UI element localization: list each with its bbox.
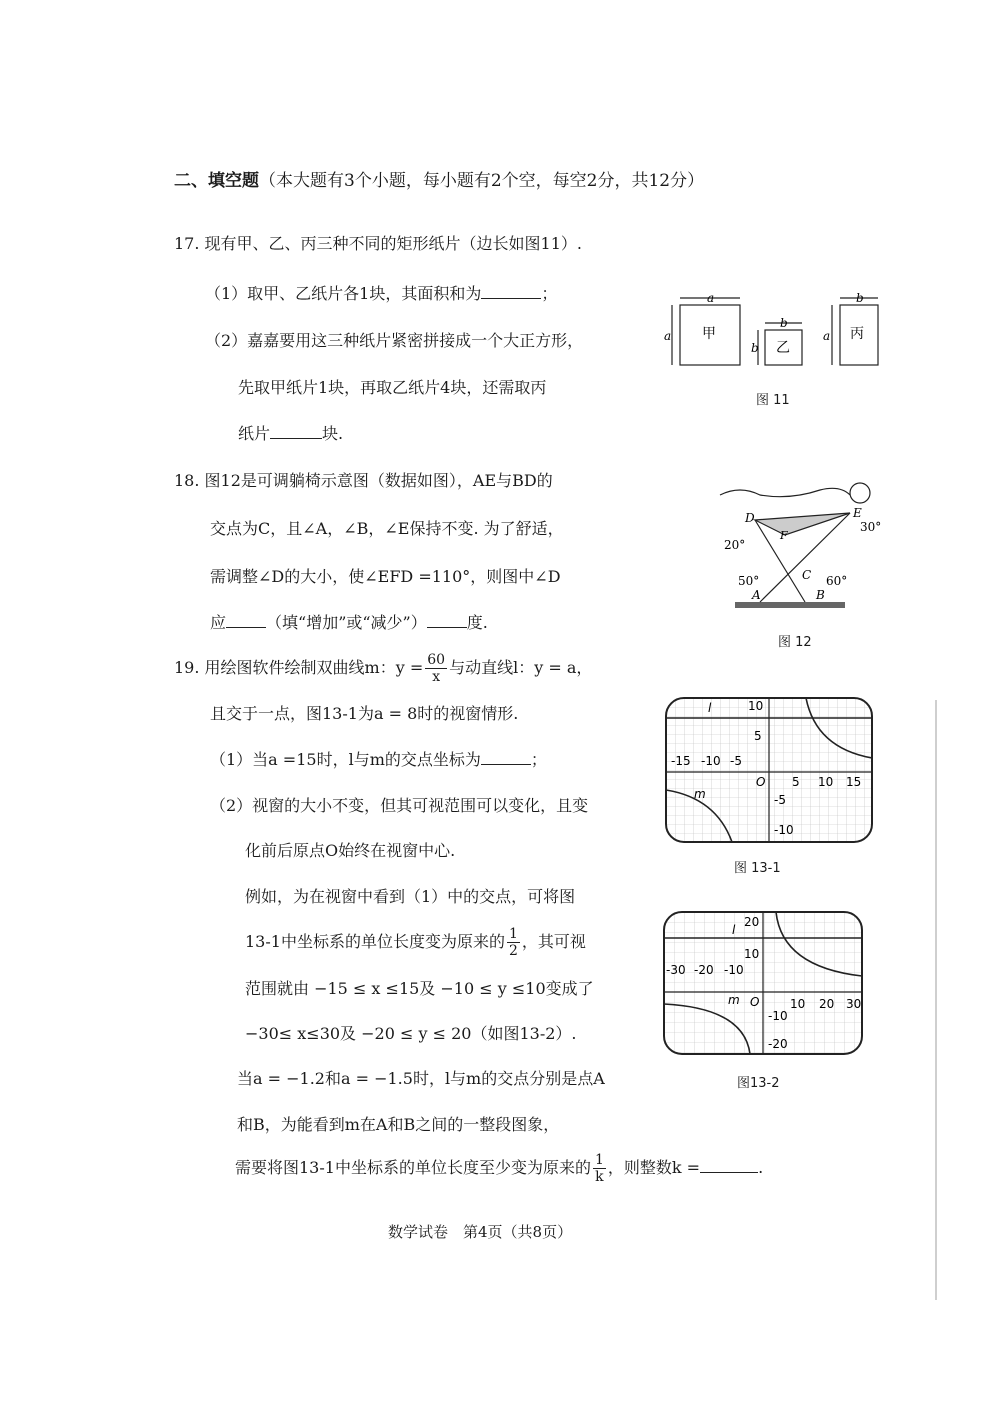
q17-part2-line1: （2）嘉嘉要用这三种纸片紧密拼接成一个大正方形，	[205, 331, 584, 350]
fig13-1-y-tick: -10	[774, 823, 794, 837]
fig13-1-x-tick: -5	[730, 754, 742, 768]
q19-ex2-text: 13-1中坐标系的单位长度变为原来的	[245, 932, 505, 951]
q17-part2-line3	[238, 423, 343, 445]
q19-fraction	[425, 652, 447, 685]
fig11-label-a-top: a	[707, 291, 715, 305]
q19-k-den: k	[595, 1169, 604, 1185]
fig12-angle-E: 30°	[860, 520, 882, 534]
figure-13-2	[664, 912, 862, 1054]
fig13-1-l-label: l	[708, 701, 712, 715]
fig12-label-E: E	[853, 506, 862, 520]
q19-line2: 且交于一点，图13-1为a = 8时的视窗情形.	[210, 704, 519, 723]
figure-12	[700, 475, 900, 615]
fig13-2-caption: 图13-2	[737, 1076, 780, 1091]
q19-example-line7	[235, 1152, 763, 1185]
q19-frac-den: x	[432, 669, 441, 685]
q19-ex7-text: 需要将图13-1中坐标系的单位长度至少变为原来的	[235, 1158, 591, 1177]
q17-part1	[205, 283, 557, 305]
q18-blank1[interactable]	[226, 613, 266, 628]
fig13-2-x-tick: 30	[846, 997, 862, 1011]
fig13-2-x-tick: -10	[724, 963, 744, 977]
fig13-1-origin: O	[756, 775, 766, 789]
q19-ex7-period: .	[758, 1158, 764, 1177]
q18-line1: 18. 图12是可调躺椅示意图（数据如图），AE与BD的	[174, 471, 553, 490]
q18-line2: 交点为C，且∠A，∠B，∠E保持不变. 为了舒适，	[210, 519, 564, 538]
fig12-label-D: D	[745, 511, 755, 525]
scan-edge	[935, 700, 937, 1300]
q19-ex7-end: ，则整数k =	[607, 1158, 701, 1177]
figure-11	[660, 290, 910, 380]
fig13-2-x-tick: -20	[694, 963, 714, 977]
fig11-label-b-bing: b	[856, 291, 864, 305]
fig12-angle-D: 20°	[724, 538, 746, 552]
fig13-1-y-tick: 5	[754, 729, 762, 743]
q19-example-line2	[245, 926, 586, 959]
q17-part1-end: ；	[541, 284, 558, 303]
fig13-1-x-tick: 15	[846, 775, 862, 789]
fig13-1-x-tick: 10	[818, 775, 834, 789]
q19-example-line1: 例如，为在视窗中看到（1）中的交点，可将图	[245, 887, 576, 906]
q19-line1-end: 与动直线l：y = a，	[449, 658, 593, 677]
fig13-1-y-tick: 10	[748, 699, 764, 713]
q17-part1-text: （1）取甲、乙纸片各1块，其面积和为	[205, 284, 482, 303]
q19-part1-end: ；	[530, 750, 547, 769]
fig13-1-caption: 图 13-1	[734, 861, 781, 876]
q19-blank1[interactable]	[481, 750, 531, 765]
fig13-2-l-label: l	[732, 923, 736, 937]
fig12-angle-A: 50°	[738, 574, 760, 588]
fig11-label-a-bing: a	[823, 329, 831, 343]
q19-part1-text: （1）当a =15时，l与m的交点坐标为	[210, 750, 481, 769]
q19-k-num: 1	[594, 1152, 604, 1168]
fig13-2-x-tick: -30	[666, 963, 686, 977]
fig13-2-x-tick: 20	[819, 997, 835, 1011]
q18-line4-text: 应	[210, 613, 227, 632]
q19-half-den: 2	[508, 943, 518, 959]
q19-part2-line2: 化前后原点O始终在视窗中心.	[245, 841, 456, 860]
fig11-bing: 丙	[850, 326, 864, 342]
q19-k-fraction	[593, 1152, 606, 1185]
fig11-caption: 图 11	[756, 393, 790, 408]
fig11-yi: 乙	[776, 340, 790, 356]
figure-13-1	[666, 698, 872, 842]
fig13-1-x-tick: -15	[671, 754, 691, 768]
q18-line3: 需调整∠D的大小，使∠EFD =110°，则图中∠D	[210, 567, 561, 586]
fig12-label-C: C	[802, 568, 812, 582]
q18-line4	[210, 612, 488, 634]
fig12-label-F: F	[780, 529, 788, 542]
fig13-1-y-tick: -5	[774, 793, 786, 807]
q19-frac-num: 60	[427, 652, 446, 668]
fig13-1-x-tick: 5	[792, 775, 800, 789]
q19-blank-k[interactable]	[700, 1158, 758, 1173]
section-subtitle: （本大题有3个小题，每小题有2个空，每空2分，共12分）	[259, 171, 705, 191]
fig12-label-A: A	[752, 588, 761, 602]
q18-line4-mid: （填“增加”或“减少”）	[266, 613, 427, 632]
page-footer: 数学试卷 第4页（共8页）	[388, 1223, 573, 1241]
section-title: 二、填空题	[174, 171, 259, 191]
fig13-1-x-tick: -10	[701, 754, 721, 768]
fig13-2-x-tick: 10	[790, 997, 806, 1011]
q17-part2-line3-text: 纸片	[238, 424, 271, 443]
fig13-2-y-tick: 20	[744, 915, 760, 929]
q19-example-line5: 当a = −1.2和a = −1.5时，l与m的交点分别是点A	[237, 1069, 605, 1088]
q18-blank2[interactable]	[427, 613, 467, 628]
q19-example-line6: 和B，为能看到m在A和B之间的一整段图象，	[237, 1115, 560, 1134]
q19-half-fraction	[507, 926, 520, 959]
fig11-jia: 甲	[702, 326, 716, 342]
fig12-angle-B: 60°	[826, 574, 848, 588]
q17-part2-line2: 先取甲纸片1块，再取乙纸片4块，还需取丙	[238, 378, 547, 397]
q19-line1	[174, 652, 592, 685]
q19-part2-line1: （2）视窗的大小不变，但其可视范围可以变化，且变	[210, 796, 589, 815]
fig13-2-y-tick: -20	[768, 1037, 788, 1051]
fig13-2-y-tick: -10	[768, 1009, 788, 1023]
fig11-label-a-side: a	[664, 329, 672, 343]
fig13-2-m-label: m	[728, 993, 740, 1007]
q19-ex2-end: ，其可视	[521, 932, 586, 951]
fig12-label-B: B	[816, 588, 825, 602]
q19-half-num: 1	[508, 926, 518, 942]
q19-example-line4: −30≤ x≤30及 −20 ≤ y ≤ 20（如图13-2）.	[245, 1024, 577, 1043]
q19-example-line3: 范围就由 −15 ≤ x ≤15及 −10 ≤ y ≤10变成了	[245, 979, 594, 998]
q17-blank1[interactable]	[481, 284, 541, 299]
q17-blank2[interactable]	[270, 424, 322, 439]
fig13-2-origin: O	[750, 995, 760, 1009]
fig12-floor	[735, 602, 845, 608]
fig11-label-b-side: b	[751, 341, 759, 355]
section-header	[174, 170, 704, 192]
fig13-2-y-tick: 10	[744, 947, 760, 961]
fig11-label-b-yi: b	[780, 316, 788, 330]
fig13-1-m-label: m	[694, 787, 706, 801]
q19-line1-text: 19. 用绘图软件绘制双曲线m：y =	[174, 658, 424, 677]
q17-part2-line3-end: 块.	[322, 424, 344, 443]
q19-part1	[210, 749, 547, 771]
q17-stem: 17. 现有甲、乙、丙三种不同的矩形纸片（边长如图11）.	[174, 234, 582, 253]
q18-line4-end: 度.	[466, 613, 488, 632]
fig12-caption: 图 12	[778, 635, 812, 650]
